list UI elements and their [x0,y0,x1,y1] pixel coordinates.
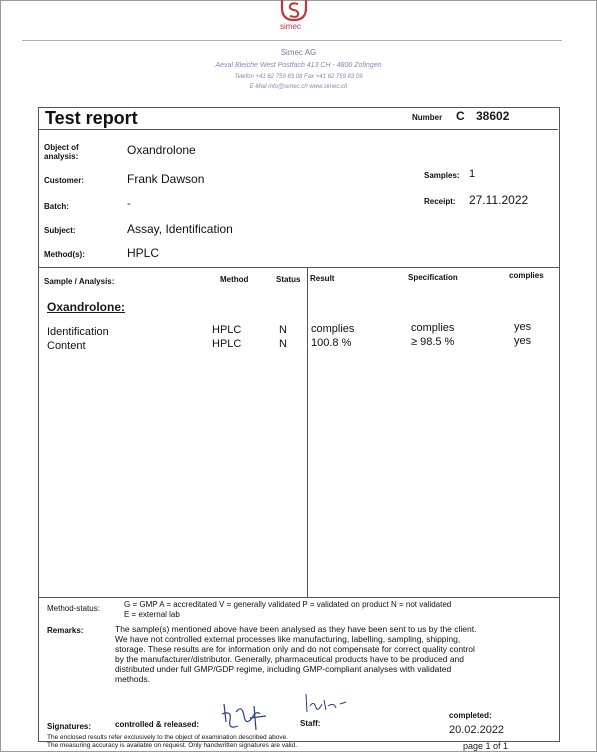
controlled-released-label: controlled & released: [115,720,200,729]
subject-value: Assay, Identification [127,222,233,236]
methods-label: Method(s): [44,250,85,259]
col-specification: Specification [408,273,458,282]
row-status: N [279,338,287,350]
remarks-line: by the manufacturer/distributor. Generally, pharmaceutical products have to be produced and [115,654,465,664]
col-complies: complies [509,271,544,280]
row-result: complies [311,323,355,335]
method-status-legend-2: E = external lab [124,610,180,619]
object-label-line-1: Object of [44,143,79,152]
row-specification: ≥ 98.5 % [411,336,455,348]
signature-controlled-icon [218,700,270,734]
staff-label: Staff: [300,719,321,728]
row-method: HPLC [212,338,242,350]
object-value: Oxandrolone [127,143,196,157]
row-complies: yes [514,335,532,347]
method-status-label: Method-status: [47,604,100,613]
object-label [44,143,79,161]
disclaimer-line: The measuring accuracy is available on request. Only handwritten signatures are valid. [47,742,298,749]
col-result: Result [310,274,335,283]
col-method: Method [220,275,249,284]
header-rule [22,40,562,41]
remarks-line: storage. These results are for information only and do not compensate for correct quality control [115,644,475,654]
section-title: Oxandrolone: [47,300,126,314]
result-column-divider [307,267,308,597]
company-name: Simec AG [280,48,317,57]
row-specification: complies [411,322,455,334]
simec-logo-icon [279,0,309,22]
remarks-label: Remarks: [47,626,84,635]
company-email: E-Mail info@simec.ch www.simec.ch [249,84,348,90]
object-label-line-2: analysis: [44,152,79,161]
col-status: Status [276,275,301,284]
report-number: 38602 [476,109,510,123]
logo-text: simec [280,22,301,31]
samples-label: Samples: [424,171,460,180]
company-phone: Telefon +41 62 759 83 08 Fax +41 62 759 83 09 [234,74,363,80]
row-analysis: Content [47,340,86,352]
report-title: Test report [45,108,138,128]
page-number: page 1 of 1 [463,741,509,751]
methods-value: HPLC [127,246,160,260]
remarks-line: distributed under full GMP/GDP regime, including GMP-compliant analyses with validated [115,664,452,674]
row-analysis: Identification [47,326,109,338]
remarks-text [115,624,555,684]
remarks-line: The sample(s) mentioned above have been analysed as they have been sent to us by the client. [115,624,477,634]
customer-label: Customer: [44,176,85,185]
customer-value: Frank Dawson [127,172,205,186]
batch-value: - [127,198,131,210]
batch-label: Batch: [44,202,69,211]
results-divider [38,597,559,598]
completed-date: 20.02.2022 [449,724,505,736]
row-complies: yes [514,321,532,333]
company-address: Aeval Bleiche West Postfach 413 CH - 4800 Zofingen [215,62,382,69]
remarks-line: We have not controlled external processes like manufacturing, labelling, sampling, shipping, [115,634,461,644]
samples-value: 1 [469,168,476,180]
row-method: HPLC [212,324,242,336]
subject-label: Subject: [44,226,76,235]
receipt-label: Receipt: [424,197,456,206]
method-status-legend: G = GMP A = accreditated V = generally validated P = validated on product N = not validated [124,600,452,609]
remarks-line: methods. [115,674,150,684]
row-result: 100.8 % [311,337,352,349]
col-sample-analysis: Sample / Analysis: [44,277,115,286]
row-status: N [279,324,287,336]
number-prefix: C [456,109,465,123]
info-divider [38,267,559,268]
completed-label: completed: [449,711,492,720]
signature-staff-icon [300,690,352,716]
disclaimer-line: The enclosed results refer exclusively to the object of examination described above. [47,734,288,741]
receipt-value: 27.11.2022 [469,193,529,207]
signatures-label: Signatures: [47,722,92,731]
number-label: Number [412,113,443,122]
